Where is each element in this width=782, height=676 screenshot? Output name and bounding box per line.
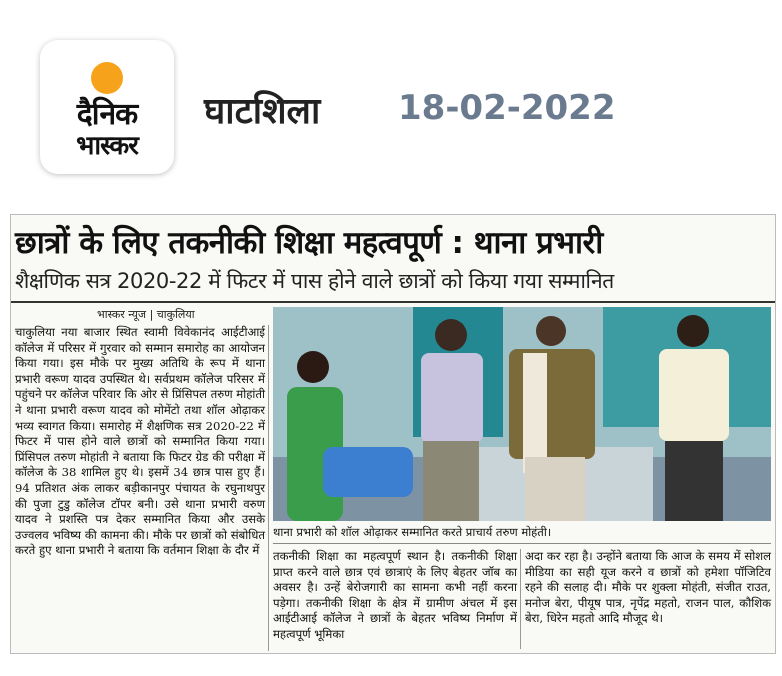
edition-city: घाटशिला (204, 91, 321, 132)
edition-date: 18-02-2022 (398, 88, 616, 128)
sun-icon (91, 62, 123, 94)
divider (273, 543, 771, 544)
headline: छात्रों के लिए तकनीकी शिक्षा महत्वपूर्ण : थाना प्रभारी (15, 225, 603, 261)
column-divider (520, 549, 521, 649)
photo-caption: थाना प्रभारी को शॉल ओढ़ाकर सम्मानित करते प्राचार्य तरुण मोहंती। (273, 525, 552, 539)
logo-text-line1: दैनिक (76, 97, 138, 132)
column-divider (268, 325, 269, 651)
subheadline: शैक्षणिक सत्र 2020-22 में फिटर में पास होने वाले छात्रों को किया गया सम्मानित (15, 269, 614, 293)
byline: भास्कर न्यूज | चाकुलिया (97, 308, 195, 321)
dainik-bhaskar-logo (40, 40, 174, 174)
logo-text-line2: भास्कर (76, 131, 138, 161)
news-clipping (10, 214, 776, 654)
article-column-1: चाकुलिया नया बाजार स्थित स्वामी विवेकानंद आईटीआई कॉलेज में परिसर में गुरवार को सम्मान समारोह का आयोजन किया गया। इस मौके पर मुख्य अतिथि के रूप में थाना प्रभारी वरूण यादव उपस्थित थे। सर्वप्रथम कॉलेज परिसर में पहुंचने पर कॉलेज परिवार कि ओर से प्रिंसिपल तरुण मोहांती ने थाना प्रभारी वरूण यादव को मोमेंटो तथा शॉल ओढ़ाकर भव्य स्वागत किया। समारोह में शैक्षणिक सत्र 2020-22 में फिटर में पास होने वाले छात्रों को सम्मानित किया गया। प्रिंसिपल तरुण मोहांती ने बताया कि फिटर ग्रेड की परीक्षा में कॉलेज के 38 शामिल हुए थे। इसमें 34 छात्र पास हुए हैं। 94 प्रतिशत अंक लाकर बड़ीकानपुर पंचायत के रघुनाथपुर की पुजा टुडु कॉलेज टॉपर बनी। उसे थाना प्रभारी वरुण यादव ने प्रशस्ति पत्र देकर सम्मानित किया और उसके उज्वलव भविष्य की कामना की। मौके पर छात्रों को संबोधित करते हुए थाना प्रभारी ने बताया कि वर्तमान शिक्षा के दौर में (15, 325, 265, 558)
news-photo (273, 307, 771, 521)
article-column-2: तकनीकी शिक्षा का महत्वपूर्ण स्थान है। तकनीकी शिक्षा प्राप्त करने वाले छात्र एवं छात्राएं के लिए बेहतर जॉब का अवसर है। उन्हें बेरोजगारी का सामना कभी नहीं करना पड़ेगा। तकनीकी शिक्षा के क्षेत्र में ग्रामीण अंचल में इस आईटीआई कॉलेज ने छात्रों के बेहतर भविष्य निर्माण में महत्वपूर्ण भूमिका (273, 549, 517, 641)
article-column-3: अदा कर रहा है। उन्होंने बताया कि आज के समय में सोशल मीडिया का सही यूज करने व छात्रों को हमेशा पॉजिटिव रहने की सलाह दी। मौके पर शुक्ला मोहंती, संजीत राउत, मनोज बेरा, पीयूष पात्र, नृपेंद्र महतो, राजन पाल, कौशिक बेरा, धिरेन महतो आदि मौजूद थे। (525, 549, 771, 626)
divider (11, 301, 775, 303)
